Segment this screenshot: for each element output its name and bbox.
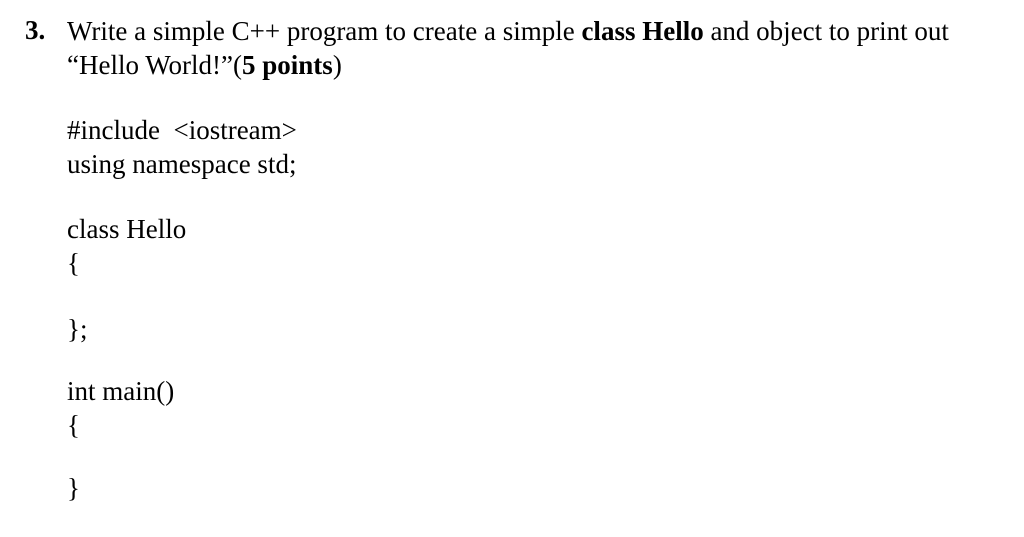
- prompt-text-1: Write a simple C++ program to create a simple: [67, 16, 582, 46]
- code-line-class-decl: class Hello: [67, 214, 187, 244]
- code-line-class-open: {: [67, 248, 80, 278]
- code-line-using: using namespace std;: [67, 149, 297, 179]
- code-line-include: #include <iostream>: [67, 115, 297, 145]
- prompt-text-3: “Hello World!”(: [67, 50, 243, 80]
- code-line-main-decl: int main(): [67, 376, 175, 406]
- code-line-main-close: }: [67, 473, 80, 503]
- question-prompt: [67, 14, 1007, 82]
- question-number: 3.: [25, 15, 46, 45]
- prompt-text-4: ): [332, 50, 342, 80]
- code-line-main-open: {: [67, 410, 80, 440]
- prompt-text-2: and object to print out: [703, 16, 949, 46]
- prompt-bold-class-hello: class Hello: [581, 16, 704, 46]
- prompt-bold-points: 5 points: [242, 50, 333, 80]
- code-line-class-close: };: [67, 314, 88, 344]
